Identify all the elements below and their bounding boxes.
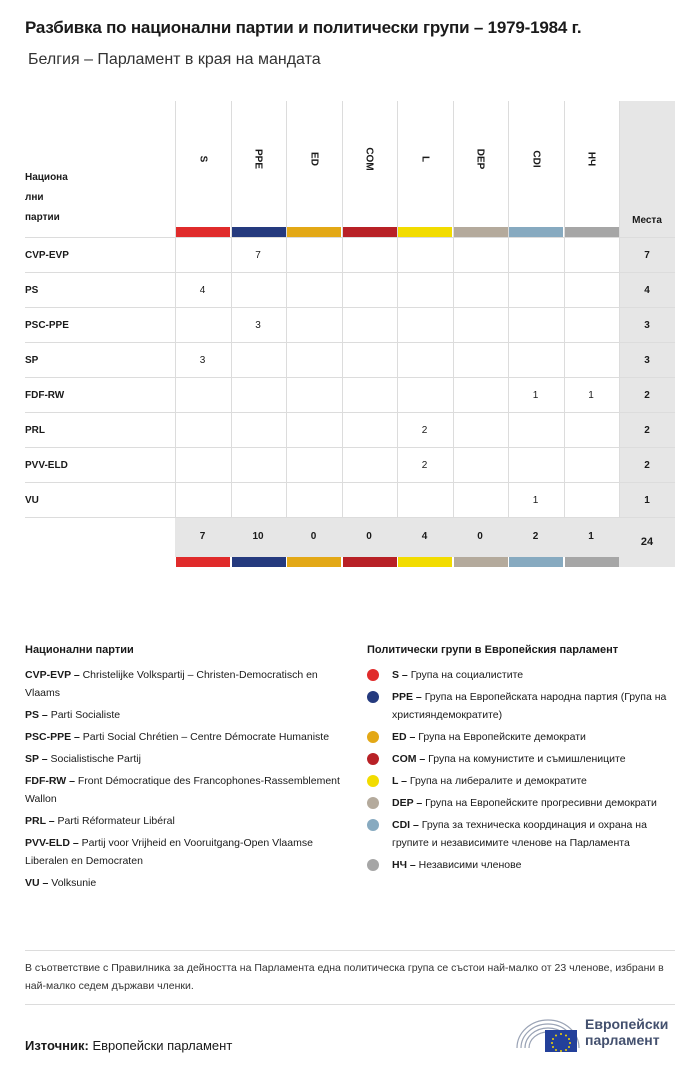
party-full-name: Partij voor Vrijheid en Vooruitgang-Open Vlaamse Liberalen en Democraten bbox=[25, 837, 313, 867]
party-total: 2 bbox=[644, 425, 650, 436]
grand-total: 24 bbox=[640, 536, 654, 548]
group-color-bar bbox=[398, 227, 452, 237]
group-header-ed bbox=[286, 101, 341, 226]
group-total: 4 bbox=[421, 531, 428, 542]
group-code: НЧ bbox=[585, 151, 597, 167]
group-header-cdi bbox=[508, 101, 563, 226]
groups-legend-title: Политически групи в Европейския парламент bbox=[367, 644, 619, 656]
seat-count: 3 bbox=[255, 320, 261, 331]
party-full-name: Socialistische Partij bbox=[50, 753, 141, 765]
group-color-bar bbox=[287, 557, 341, 567]
seat-count: 1 bbox=[588, 390, 594, 401]
ep-logo bbox=[515, 1014, 680, 1054]
source-line bbox=[25, 1038, 232, 1053]
party-abbr: SP – bbox=[25, 753, 51, 765]
group-full-name: Група на Европейската народна партия (Група на християндемократите) bbox=[392, 691, 667, 721]
group-color-dot bbox=[367, 753, 379, 765]
party-total: 4 bbox=[644, 285, 650, 296]
party-name: PRL bbox=[25, 425, 45, 436]
party-name: CVP-EVP bbox=[25, 250, 69, 261]
party-full-name: Front Démocratique des Francophones-Rassemblement Wallon bbox=[25, 775, 340, 805]
group-header-ppe bbox=[231, 101, 286, 226]
parties-legend-title: Национални партии bbox=[25, 644, 134, 656]
group-full-name: Група на Европейските демократи bbox=[418, 731, 586, 743]
group-full-name: Независими членове bbox=[418, 859, 522, 871]
groups-legend bbox=[367, 641, 677, 878]
party-legend-item bbox=[25, 812, 345, 830]
group-full-name: Група на комунистите и съмишлениците bbox=[428, 753, 626, 765]
group-abbr: НЧ – bbox=[392, 859, 419, 871]
group-abbr: CDI – bbox=[392, 819, 422, 831]
source-label: Източник: bbox=[25, 1038, 89, 1053]
group-color-bar bbox=[509, 227, 563, 237]
party-full-name: Parti Social Chrétien – Centre Démocrate Humaniste bbox=[82, 731, 330, 743]
party-legend-item bbox=[25, 874, 345, 892]
party-abbr: FDF-RW – bbox=[25, 775, 78, 787]
hemicycle-icon bbox=[515, 1014, 581, 1054]
group-color-bar bbox=[398, 557, 452, 567]
group-legend-item bbox=[367, 794, 677, 812]
group-total: 0 bbox=[310, 531, 317, 542]
group-total: 1 bbox=[588, 531, 594, 542]
group-code: L bbox=[419, 155, 430, 163]
logo-line2: парламент bbox=[585, 1032, 660, 1048]
group-color-dot bbox=[367, 797, 379, 809]
group-color-bar bbox=[232, 227, 286, 237]
group-color-bar bbox=[287, 227, 341, 237]
group-color-dot bbox=[367, 731, 379, 743]
group-header-dep bbox=[453, 101, 508, 226]
seat-count: 1 bbox=[532, 390, 539, 401]
group-color-bar bbox=[509, 557, 563, 567]
table-row bbox=[25, 307, 675, 343]
group-full-name: Група на Европейските прогресивни демократи bbox=[425, 797, 657, 809]
table-row bbox=[25, 482, 675, 518]
party-full-name: Volksunie bbox=[51, 877, 97, 889]
party-abbr: VU – bbox=[25, 877, 52, 889]
divider bbox=[25, 517, 675, 518]
party-name: VU bbox=[25, 495, 39, 506]
party-full-name: Christelijke Volkspartij – Christen-Democratisch en Vlaams bbox=[25, 669, 318, 699]
group-color-bar bbox=[176, 557, 230, 567]
seat-count: 4 bbox=[199, 285, 206, 296]
table-row bbox=[25, 237, 675, 273]
parties-legend bbox=[25, 641, 345, 896]
divider bbox=[25, 1004, 675, 1005]
party-total: 1 bbox=[644, 495, 650, 506]
table-row bbox=[25, 272, 675, 308]
group-color-dot bbox=[367, 669, 379, 681]
group-abbr: PPE – bbox=[392, 691, 425, 703]
group-code: CDI bbox=[530, 150, 541, 168]
table-row bbox=[25, 377, 675, 413]
seats-table bbox=[25, 101, 675, 567]
group-color-dot bbox=[367, 819, 379, 831]
group-legend-item bbox=[367, 666, 677, 684]
group-color-bar bbox=[343, 227, 397, 237]
group-legend-item bbox=[367, 750, 677, 768]
group-total: 0 bbox=[366, 531, 372, 542]
party-legend-item bbox=[25, 750, 345, 768]
party-full-name: Parti Réformateur Libéral bbox=[57, 815, 175, 827]
group-total: 0 bbox=[477, 531, 483, 542]
group-legend-item bbox=[367, 856, 677, 874]
group-color-bar bbox=[454, 557, 508, 567]
party-name: FDF-RW bbox=[25, 390, 65, 401]
group-legend-item bbox=[367, 688, 677, 724]
row-header: Национа лни партии bbox=[25, 172, 68, 223]
logo-line1: Европейски bbox=[585, 1016, 669, 1032]
group-total: 7 bbox=[199, 531, 206, 542]
party-abbr: PRL – bbox=[25, 815, 58, 827]
seat-count: 1 bbox=[532, 495, 539, 506]
table-row bbox=[25, 447, 675, 483]
group-color-bar bbox=[343, 557, 397, 567]
seat-count: 2 bbox=[421, 460, 428, 471]
table-row bbox=[25, 412, 675, 448]
party-name: SP bbox=[25, 355, 39, 366]
party-total: 2 bbox=[644, 390, 650, 401]
group-code: ED bbox=[308, 152, 319, 166]
group-code: DEP bbox=[474, 148, 486, 170]
group-abbr: ED – bbox=[392, 731, 419, 743]
group-color-bar bbox=[176, 227, 230, 237]
party-abbr: PSC-PPE – bbox=[25, 731, 83, 743]
group-abbr: COM – bbox=[392, 753, 429, 765]
footnote: В съответствие с Правилника за дейността на Парламента една политическа група се състои най-малко от 23 членове, избрани в най-малко седем държави членки. bbox=[25, 962, 664, 992]
group-header-нч bbox=[564, 101, 619, 226]
group-abbr: DEP – bbox=[392, 797, 426, 809]
party-total: 7 bbox=[644, 250, 650, 261]
party-name: PVV-ELD bbox=[25, 460, 68, 471]
party-total: 3 bbox=[644, 320, 650, 331]
group-color-bar bbox=[232, 557, 286, 567]
group-total: 10 bbox=[252, 531, 264, 542]
party-legend-item bbox=[25, 706, 345, 724]
party-abbr: PVV-ELD – bbox=[25, 837, 82, 849]
group-header-l bbox=[397, 101, 452, 226]
group-code: S bbox=[197, 155, 208, 163]
table-row bbox=[25, 342, 675, 378]
group-color-bar bbox=[565, 557, 619, 567]
group-legend-item bbox=[367, 772, 677, 790]
group-color-bar bbox=[454, 227, 508, 237]
group-color-bar bbox=[565, 227, 619, 237]
divider bbox=[25, 950, 675, 951]
party-name: PS bbox=[25, 285, 39, 296]
group-header-com bbox=[342, 101, 397, 226]
party-legend-item bbox=[25, 834, 345, 870]
group-total: 2 bbox=[532, 531, 539, 542]
seat-count: 7 bbox=[255, 250, 261, 261]
party-name: PSC-PPE bbox=[25, 320, 69, 331]
party-full-name: Parti Socialiste bbox=[50, 709, 121, 721]
source-text: Европейски парламент bbox=[92, 1038, 233, 1053]
group-code: PPE bbox=[252, 148, 264, 170]
seat-count: 3 bbox=[199, 355, 206, 366]
party-legend-item bbox=[25, 772, 345, 808]
party-total: 2 bbox=[644, 460, 650, 471]
party-abbr: PS – bbox=[25, 709, 51, 721]
page-subtitle: Белгия – Парламент в края на мандата bbox=[28, 51, 321, 68]
group-full-name: Група на социалистите bbox=[410, 669, 524, 681]
group-color-dot bbox=[367, 691, 379, 703]
party-abbr: CVP-EVP – bbox=[25, 669, 83, 681]
page-title: Разбивка по национални партии и политически групи – 1979-1984 г. bbox=[25, 18, 582, 37]
group-legend-item bbox=[367, 728, 677, 746]
group-code: COM bbox=[363, 147, 375, 171]
totals-row bbox=[175, 517, 619, 557]
group-color-dot bbox=[367, 859, 379, 871]
group-abbr: L – bbox=[392, 775, 410, 787]
party-legend-item bbox=[25, 728, 345, 746]
group-full-name: Група за техническа координация и охрана на групите и независимите членове на Парламента bbox=[392, 819, 647, 849]
group-legend-item bbox=[367, 816, 677, 852]
group-abbr: S – bbox=[392, 669, 411, 681]
seats-header: Места bbox=[632, 215, 662, 226]
group-full-name: Група на либералите и демократите bbox=[409, 775, 587, 787]
group-color-dot bbox=[367, 775, 379, 787]
seat-count: 2 bbox=[421, 425, 428, 436]
party-legend-item bbox=[25, 666, 345, 702]
group-header-s bbox=[175, 101, 230, 226]
party-total: 3 bbox=[644, 355, 650, 366]
